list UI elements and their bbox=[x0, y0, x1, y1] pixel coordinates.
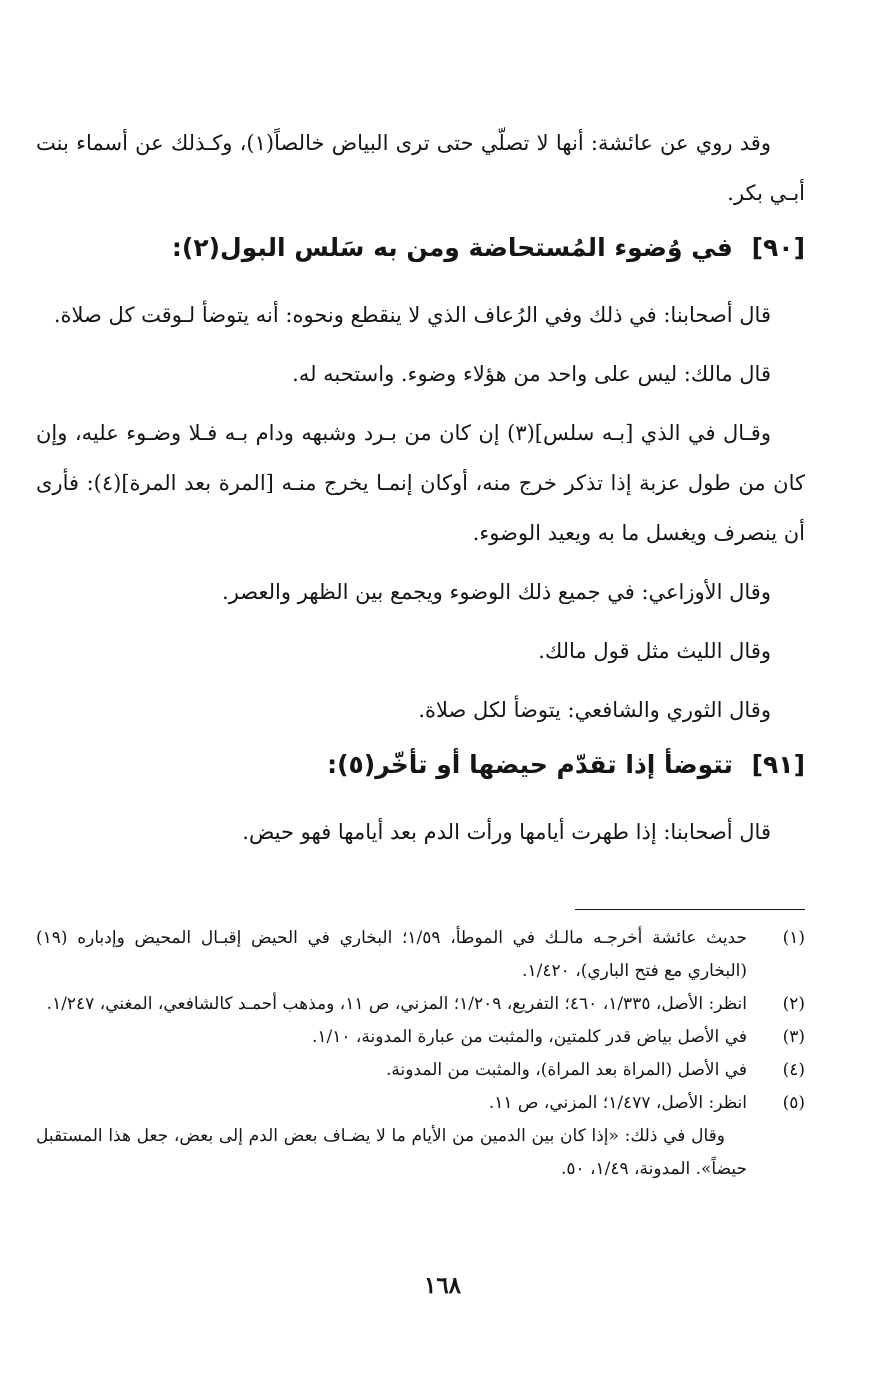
paragraph-layth: وقال الليث مثل قول مالك. bbox=[538, 639, 771, 663]
footnote bbox=[36, 1087, 805, 1120]
footnote-separator bbox=[575, 909, 805, 910]
footnote bbox=[36, 1054, 805, 1087]
section-title: في وُضوء المُستحاضة ومن به سَلس البول(٢): bbox=[171, 233, 733, 262]
page-number: ١٦٨ bbox=[423, 1272, 462, 1299]
footnote-number: (٥) bbox=[782, 1093, 805, 1113]
paragraph-aisha: وقد روي عن عائشة: أنها لا تصلّي حتى ترى البياض خالصاً(١)، وكـذلك عن أسماء بنت أبـي بكر. bbox=[36, 131, 805, 205]
paragraph-malik: قال مالك: ليس على واحد من هؤلاء وضوء. واستحبه له. bbox=[292, 362, 771, 386]
footnote-number: (٤) bbox=[782, 1060, 805, 1080]
footnote bbox=[36, 1021, 805, 1054]
footnote-number: (٢) bbox=[782, 994, 805, 1014]
section-number: [٩١] bbox=[751, 750, 805, 779]
section-heading-91 bbox=[36, 737, 805, 793]
paragraph-hayd: قال أصحابنا: إذا طهرت أيامها ورأت الدم بعد أيامها فهو حيض. bbox=[242, 820, 771, 844]
main-text bbox=[36, 118, 805, 857]
footnote-continuation: وقال في ذلك: «إذا كان بين الدمين من الأيام ما لا يضـاف بعض الدم إلى بعض، جعل هذا المستقبل حيضاً». المدونة، ١/٤٩، ٥٠. bbox=[36, 1126, 747, 1179]
footnote-number: (١) bbox=[782, 928, 805, 948]
footnote-number: (٣) bbox=[782, 1027, 805, 1047]
footnote-text: في الأصل بياض قدر كلمتين، والمثبت من عبارة المدونة، ١/١٠. bbox=[312, 1027, 747, 1047]
paragraph-ashabuna: قال أصحابنا: في ذلك وفي الرُعاف الذي لا ينقطع ونحوه: أنه يتوضأ لـوقت كل صلاة. bbox=[53, 303, 771, 327]
footnotes bbox=[36, 922, 805, 1186]
footnote-text: حديث عائشة أخرجـه مالـك في الموطأ، ١/٥٩؛ البخاري في الحيض إقبـال المحيض وإدباره (١٩) (البخاري مع فتح الباري)، ١/٤٢٠. bbox=[36, 928, 747, 981]
paragraph-salas: وقـال في الذي [بـه سلس](٣) إن كان من بـرد وشبهه ودام بـه فـلا وضـوء عليه، وإن كان من طول عزبة إذا تذكر خرج منه، أوكان إنمـا يخرج منـه [المرة بعد المرة](٤): فأرى أن ينصرف ويغسل ما به ويعيد الوضوء. bbox=[36, 421, 805, 545]
paragraph-thawri: وقال الثوري والشافعي: يتوضأ لكل صلاة. bbox=[418, 698, 771, 722]
section-number: [٩٠] bbox=[751, 233, 805, 262]
footnote-text: انظر: الأصل، ١/٣٣٥، ٤٦٠؛ التفريع، ١/٢٠٩؛ المزني، ص ١١، ومذهب أحمـد كالشافعي، المغني، ١/٢٤٧. bbox=[46, 994, 747, 1014]
footnote-text: انظر: الأصل، ١/٤٧٧؛ المزني، ص ١١. bbox=[488, 1093, 747, 1113]
section-heading-90 bbox=[36, 220, 805, 276]
section-title: تتوضأ إذا تقدّم حيضها أو تأخّر(٥): bbox=[327, 750, 733, 779]
footnote bbox=[36, 922, 805, 988]
footnote-text: في الأصل (المراة بعد المراة)، والمثبت من المدونة. bbox=[386, 1060, 747, 1080]
paragraph-awzai: وقال الأوزاعي: في جميع ذلك الوضوء ويجمع بين الظهر والعصر. bbox=[222, 580, 771, 604]
footnote bbox=[36, 988, 805, 1021]
